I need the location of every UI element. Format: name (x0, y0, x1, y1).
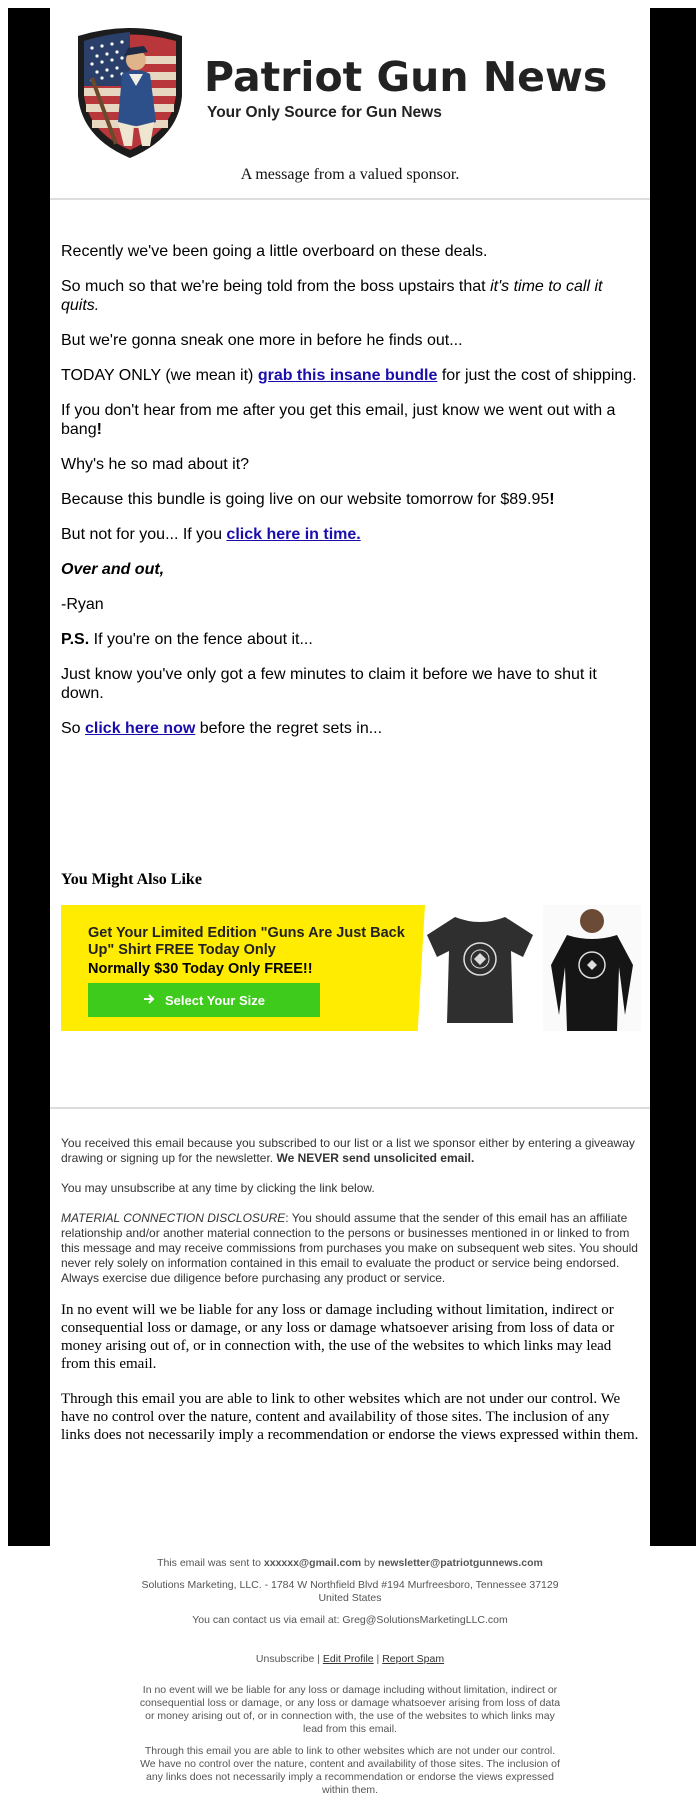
sign-off: Over and out, (61, 561, 165, 578)
body-paragraph: Why's he so mad about it? (61, 456, 250, 473)
body-paragraph: Recently we've been going a little overboard on these deals. (61, 243, 488, 260)
body-paragraph: So click here now before the regret sets in... (61, 720, 383, 737)
select-size-button[interactable] (88, 983, 320, 1017)
click-here-in-time-link[interactable]: click here in time. (226, 526, 361, 543)
body-paragraph: Just know you've only got a few minutes to claim it before we have to shut it down. (61, 666, 597, 702)
brand-title: Patriot Gun News (204, 53, 608, 101)
body-paragraph: So much so that we're being told from the boss upstairs that it's time to call it quits. (61, 278, 603, 314)
click-here-now-link[interactable]: click here now (85, 720, 196, 737)
edit-profile-link[interactable]: Edit Profile (322, 1653, 374, 1665)
external-links-disclaimer: Through this email you are able to link to other websites which are not under our control. We have no control over the nature, content and availability of those sites. The inclusion of any links does not necessarily imply a recommendation or endorse the views expressed within them. (61, 1391, 639, 1443)
tshirt-image (425, 911, 535, 1025)
body-paragraph: P.S. If you're on the fence about it... (61, 631, 313, 648)
footer-links: Unsubscribe | Edit Profile | Report Spam (255, 1653, 445, 1665)
body-paragraph: But not for you... If you click here in time. (61, 526, 361, 543)
outer-liability-disclaimer: In no event will we be liable for any loss or damage including without limitation, indirect or consequential loss or damage, or any loss or damage whatsoever arising from loss of data or money arising out of, or in connection with, the use of the websites to which links may lead from this email. (139, 1684, 561, 1735)
company-address: Solutions Marketing, LLC. - 1784 W Northfield Blvd #194 Murfreesboro, Tennessee 37129 United States (141, 1579, 559, 1604)
contact-line: You can contact us via email at: Greg@SolutionsMarketingLLC.com (192, 1614, 508, 1626)
promo-headline: Get Your Limited Edition "Guns Are Just Back Up" Shirt FREE Today Only (88, 925, 405, 958)
report-spam-link[interactable]: Report Spam (382, 1653, 445, 1665)
model-wearing-shirt-image (543, 905, 641, 1031)
brand-subtitle: Your Only Source for Gun News (207, 104, 442, 121)
body-paragraph: TODAY ONLY (we mean it) grab this insane bundle for just the cost of shipping. (61, 367, 637, 384)
recipient-email: xxxxxx@gmail.com (263, 1557, 362, 1569)
body-paragraph: But we're gonna sneak one more in before he finds out... (61, 332, 463, 349)
material-disclosure: MATERIAL CONNECTION DISCLOSURE: You should assume that the sender of this email has an affiliate relationship and/or another material connection to the persons or businesses mentioned in or linked to from this message and may receive commissions from purchases you make on subsequent web sites. You should never rely solely on information contained in this email to evaluate the product or service being endorsed. Always exercise due diligence before purchasing any product or service. (61, 1211, 638, 1285)
promo-price-note: Normally $30 Today Only FREE!! (88, 961, 313, 977)
also-like-heading: You Might Also Like (61, 871, 202, 888)
shirt-promo-banner[interactable] (61, 905, 641, 1031)
outer-links-disclaimer: Through this email you are able to link to other websites which are not under our control. We have no control over the nature, content and availability of those sites. The inclusion of any links does not necessarily imply a recommendation or endorse the views expressed within them. (140, 1745, 560, 1796)
patriot-shield-logo (74, 26, 186, 160)
subscription-note: You received this email because you subscribed to our list or a list we sponsor either by entering a giveaway drawing or signing up for the newsletter. We NEVER send unsolicited email. (61, 1136, 635, 1165)
grab-bundle-link[interactable]: grab this insane bundle (257, 367, 438, 384)
sent-to-line: This email was sent to xxxxxx@gmail.com by newsletter@patriotgunnews.com (157, 1557, 543, 1569)
arrow-right-icon (143, 993, 155, 1008)
email-body (50, 200, 650, 738)
email-header (50, 8, 650, 200)
email-card (50, 8, 650, 1546)
body-paragraph: Because this bundle is going live on our website tomorrow for $89.95! (61, 491, 555, 508)
unsubscribe-link[interactable]: Unsubscribe (255, 1653, 315, 1665)
sponsor-note: A message from a valued sponsor. (240, 166, 460, 183)
email-footer (50, 1107, 650, 1444)
body-paragraph: If you don't hear from me after you get this email, just know we went out with a bang! (61, 402, 616, 438)
unsubscribe-note: You may unsubscribe at any time by clicking the link below. (61, 1181, 375, 1195)
signature: -Ryan (61, 596, 104, 613)
sender-email: newsletter@patriotgunnews.com (378, 1557, 543, 1569)
select-size-label: Select Your Size (165, 992, 265, 1008)
outer-footer (0, 1557, 700, 1806)
liability-disclaimer: In no event will we be liable for any loss or damage including without limitation, indirect or consequential loss or damage, or any loss or damage whatsoever arising from loss of data or money arising out of, or in connection with, the use of the websites to which links may lead from this email. (61, 1302, 615, 1372)
